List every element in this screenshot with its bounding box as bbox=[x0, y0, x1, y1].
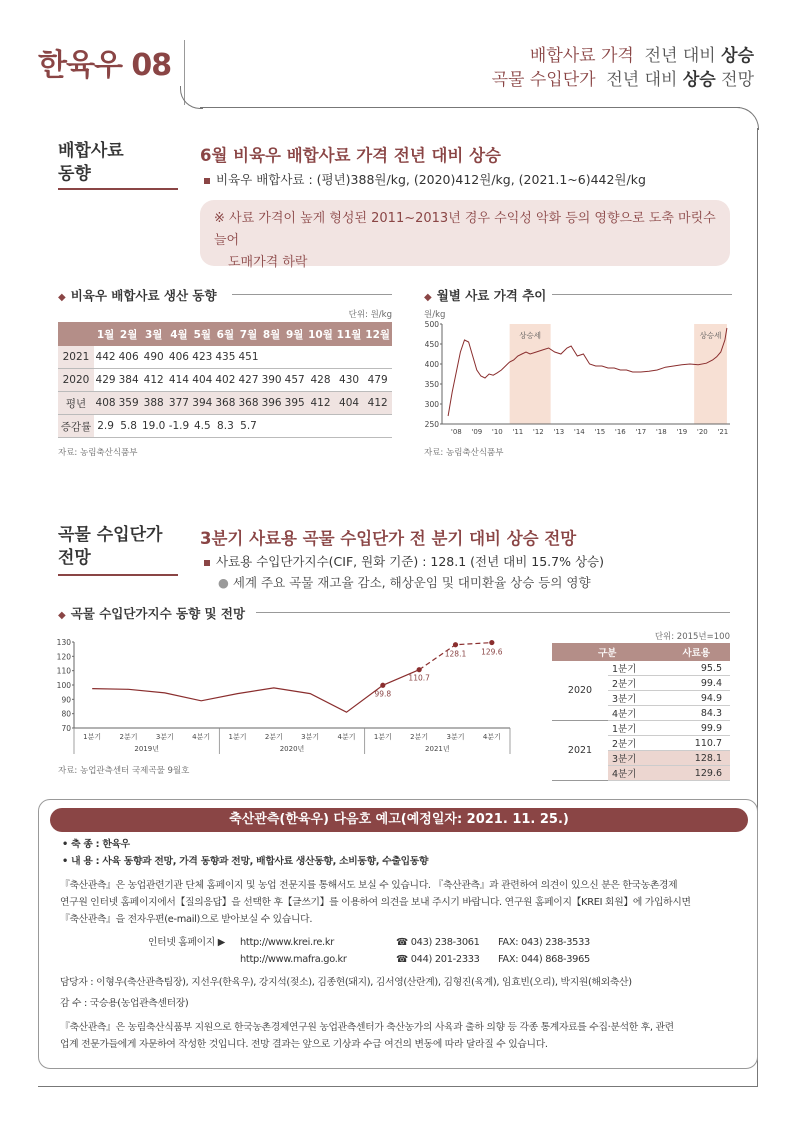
notice-p1-line2: 연구원 인터넷 홈페이지에서【질의응답】을 선택한 후【글쓰기】를 이용하여 의견을 보내 주시기 바랍니다. 연구원 홈페이지【KREI 회원】에 가입하시면 bbox=[60, 897, 691, 908]
x-tick-label: '08 bbox=[450, 428, 462, 436]
grain-sub-bullet bbox=[218, 573, 591, 591]
table-row bbox=[58, 369, 392, 392]
homepage-label: 인터넷 홈페이지 ▶ bbox=[148, 937, 226, 948]
feed-cell: 388 bbox=[140, 392, 167, 415]
feed-cell: 8.3 bbox=[217, 420, 234, 432]
grain-bullet bbox=[204, 552, 604, 570]
feed-label-underline bbox=[58, 188, 178, 190]
x-tick-label: 4분기 bbox=[482, 733, 501, 741]
index-quarter-cell: 1분기 bbox=[608, 721, 662, 736]
feed-table-title-text: 비육우 배합사료 생산 동향 bbox=[70, 288, 217, 303]
feed-cell: 396 bbox=[260, 392, 283, 415]
table-row bbox=[552, 661, 730, 676]
feed-cell: 368 bbox=[214, 392, 237, 415]
index-table-col1: 구분 bbox=[552, 643, 662, 661]
price-line-chart bbox=[422, 316, 734, 442]
square-bullet-icon bbox=[204, 560, 210, 566]
x-tick-label: 3분기 bbox=[301, 733, 320, 741]
table-row bbox=[58, 415, 392, 438]
feed-cell: 394 bbox=[191, 392, 214, 415]
header-summary bbox=[492, 44, 754, 92]
index-point bbox=[453, 642, 458, 647]
index-value-cell: 99.9 bbox=[662, 721, 730, 736]
index-point-label: 99.8 bbox=[374, 689, 392, 699]
page-title: 한육우 08 bbox=[38, 48, 172, 83]
price-series-line bbox=[448, 328, 727, 416]
y-tick-label: 100 bbox=[56, 681, 71, 690]
notice-item-species: • 축 종 : 한육우 bbox=[62, 839, 130, 850]
feed-cell: -1.9 bbox=[168, 420, 190, 432]
x-tick-label: '09 bbox=[471, 428, 483, 436]
x-tick-label: '20 bbox=[696, 428, 708, 436]
index-chart-title-text: 곡물 수입단가지수 동향 및 전망 bbox=[70, 606, 246, 621]
notice-p1-line3: 『축산관측』을 전자우편(e-mail)으로 받아보실 수 있습니다. bbox=[60, 914, 313, 925]
x-tick-label: 2분기 bbox=[410, 733, 429, 741]
index-point bbox=[417, 667, 422, 672]
feed-cell: 404 bbox=[335, 392, 364, 415]
header-line1-emph: 상승 bbox=[721, 46, 754, 66]
feed-col-header: 6월 bbox=[214, 322, 237, 346]
feed-cell bbox=[335, 346, 364, 369]
grain-section-label bbox=[58, 524, 162, 570]
x-tick-label: 1분기 bbox=[83, 733, 102, 741]
notice-staff: 담당자 : 이형우(축산관측팀장), 지선우(한육우), 강지석(젖소), 김종현(돼지), 김서영(산란계), 김형진(육계), 임효빈(오리), 박지원(해외축산) bbox=[60, 977, 632, 988]
index-line-chart bbox=[54, 636, 516, 760]
shaded-region-label: 상승세 bbox=[519, 331, 542, 340]
frame-bottom-line bbox=[38, 1086, 758, 1087]
x-tick-label: 3분기 bbox=[155, 733, 174, 741]
feed-cell: 451 bbox=[238, 351, 259, 363]
feed-cell: 402 bbox=[215, 374, 236, 386]
notice-banner: 축산관측(한육우) 다음호 예고(예정일자: 2021. 11. 25.) bbox=[50, 808, 748, 832]
x-tick-label: 1분기 bbox=[373, 733, 392, 741]
price-chart-title-text: 월별 사료 가격 추이 bbox=[436, 288, 547, 303]
notice-p2-line2: 업계 전문가들에게 자문하여 작성한 것입니다. 전망 결과는 앞으로 기상과 수급 여건의 변동에 따라 달라질 수 있습니다. bbox=[60, 1039, 548, 1050]
notice-paragraph-2 bbox=[60, 1019, 674, 1053]
feed-col-header: 7월 bbox=[237, 322, 260, 346]
frame-top-line bbox=[200, 107, 740, 108]
feed-table-unit: 단위: 원/kg bbox=[348, 310, 392, 320]
grain-label-line2: 전망 bbox=[58, 548, 91, 568]
feed-cell bbox=[306, 415, 335, 438]
feed-cell: 435 bbox=[215, 351, 236, 363]
feed-cell bbox=[260, 415, 283, 438]
price-chart-title-rule bbox=[552, 294, 732, 295]
y-tick-label: 250 bbox=[424, 420, 439, 429]
header-line2-emph: 상승 bbox=[682, 70, 716, 90]
x-tick-label: '10 bbox=[491, 428, 503, 436]
feed-cell: 412 bbox=[143, 374, 164, 386]
index-point bbox=[489, 640, 494, 645]
feed-cell: 442 bbox=[95, 351, 116, 363]
index-quarter-cell: 2분기 bbox=[608, 676, 662, 691]
feed-row-label: 2021 bbox=[58, 346, 94, 369]
feed-cell: 395 bbox=[283, 392, 306, 415]
price-chart-ylabel: 원/kg bbox=[424, 310, 446, 320]
feed-cell: 19.0 bbox=[141, 420, 166, 432]
index-value-cell: 128.1 bbox=[662, 751, 730, 766]
feed-cell: 377 bbox=[167, 392, 191, 415]
index-quarter-cell: 2분기 bbox=[608, 736, 662, 751]
feed-cell: 490 bbox=[143, 351, 164, 363]
header-line1-label: 배합사료 가격 bbox=[529, 46, 634, 66]
index-quarter-cell: 3분기 bbox=[608, 751, 662, 766]
y-tick-label: 350 bbox=[424, 380, 439, 389]
x-tick-label: '12 bbox=[532, 428, 544, 436]
feed-cell: 408 bbox=[94, 392, 117, 415]
feed-cell: 5.7 bbox=[240, 420, 257, 432]
feed-label-line2: 동향 bbox=[58, 164, 91, 184]
feed-col-header: 3월 bbox=[140, 322, 167, 346]
x-group-label: 2020년 bbox=[279, 745, 305, 753]
index-chart-source: 자료: 농업관측센터 국제곡물 9월호 bbox=[58, 766, 190, 776]
y-tick-label: 450 bbox=[424, 340, 439, 349]
index-value-cell: 94.9 bbox=[662, 691, 730, 706]
url-mafra[interactable]: http://www.mafra.go.kr bbox=[240, 954, 347, 965]
index-year-cell: 2020 bbox=[552, 661, 608, 721]
feed-table-corner bbox=[58, 322, 94, 346]
feed-cell: 427 bbox=[238, 374, 259, 386]
x-tick-label: '18 bbox=[655, 428, 667, 436]
table-row bbox=[552, 721, 730, 736]
index-value-cell: 84.3 bbox=[662, 706, 730, 721]
y-tick-label: 90 bbox=[61, 695, 71, 705]
y-tick-label: 400 bbox=[424, 360, 439, 369]
diamond-icon: ◆ bbox=[58, 610, 66, 621]
feed-bullet bbox=[204, 170, 646, 188]
diamond-icon: ◆ bbox=[424, 292, 432, 303]
notice-item-content: • 내 용 : 사육 동향과 전망, 가격 동향과 전망, 배합사료 생산동향, 소비동향, 수출입동향 bbox=[62, 856, 429, 867]
frame-corner-left bbox=[180, 86, 203, 109]
feed-cell: 423 bbox=[192, 351, 213, 363]
x-tick-label: 3분기 bbox=[446, 733, 465, 741]
index-table-header bbox=[552, 643, 730, 661]
shaded-region-label: 상승세 bbox=[699, 331, 722, 340]
x-tick-label: 4분기 bbox=[192, 733, 211, 741]
table-row bbox=[58, 392, 392, 415]
feed-table bbox=[58, 322, 392, 438]
x-group-label: 2019년 bbox=[134, 745, 159, 753]
feed-cell bbox=[306, 346, 335, 369]
feed-cell: 2.9 bbox=[97, 420, 114, 432]
grain-label-underline bbox=[58, 574, 178, 576]
index-table-col2: 사료용 bbox=[662, 643, 730, 661]
feed-table-title bbox=[58, 286, 217, 304]
feed-row-label: 평년 bbox=[58, 392, 94, 415]
y-tick-label: 130 bbox=[56, 638, 71, 647]
index-value-cell: 129.6 bbox=[662, 766, 730, 781]
x-tick-label: '15 bbox=[594, 428, 606, 436]
header-line2-tail: 전망 bbox=[721, 70, 754, 90]
feed-cell bbox=[283, 415, 306, 438]
index-value-cell: 99.4 bbox=[662, 676, 730, 691]
y-tick-label: 300 bbox=[424, 400, 439, 409]
y-tick-label: 70 bbox=[61, 724, 71, 733]
fax-krei: FAX: 043) 238-3533 bbox=[498, 937, 590, 948]
feed-cell: 390 bbox=[261, 374, 282, 386]
index-point-label: 129.6 bbox=[481, 647, 503, 657]
x-tick-label: '21 bbox=[717, 428, 729, 436]
grain-sub-bullet-text: 세계 주요 곡물 재고율 감소, 해상운임 및 대미환율 상승 등의 영향 bbox=[232, 575, 591, 590]
feed-heading: 6월 비육우 배합사료 가격 전년 대비 상승 bbox=[200, 146, 501, 165]
feed-note-box bbox=[200, 200, 730, 270]
feed-col-header: 5월 bbox=[191, 322, 214, 346]
feed-cell: 4.5 bbox=[193, 420, 211, 432]
x-tick-label: 2분기 bbox=[264, 733, 283, 741]
feed-cell: 479 bbox=[367, 374, 388, 386]
feed-note-line1: ※ 사료 가격이 높게 형성된 2011~2013년 경우 수익성 악화 등의 영향으로 도축 마릿수 늘어 bbox=[214, 211, 716, 248]
index-point-label: 128.1 bbox=[444, 649, 467, 659]
feed-cell: 412 bbox=[306, 392, 335, 415]
feed-cell: 406 bbox=[168, 351, 189, 363]
feed-cell: 412 bbox=[363, 392, 392, 415]
x-tick-label: 2분기 bbox=[119, 733, 138, 741]
feed-cell: 430 bbox=[339, 374, 360, 386]
index-point bbox=[380, 683, 385, 688]
feed-cell: 414 bbox=[168, 374, 189, 386]
feed-col-header: 4월 bbox=[167, 322, 191, 346]
feed-cell bbox=[363, 415, 392, 438]
feed-table-title-rule bbox=[232, 294, 392, 295]
index-table-unit: 단위: 2015년=100 bbox=[654, 632, 730, 642]
x-tick-label: '14 bbox=[573, 428, 585, 436]
x-tick-label: '17 bbox=[635, 428, 647, 436]
dot-bullet-icon: ● bbox=[218, 575, 229, 590]
x-group-label: 2021년 bbox=[425, 745, 450, 753]
header-line1-text: 전년 대비 bbox=[644, 46, 716, 66]
feed-row-label: 증감률 bbox=[58, 415, 94, 438]
url-krei[interactable]: http://www.krei.re.kr bbox=[240, 937, 334, 948]
notice-paragraph-1 bbox=[60, 877, 691, 928]
feed-bullet-text: 비육우 배합사료 : (평년)388원/kg, (2020)412원/kg, (2021.1~6)442원/kg bbox=[216, 172, 646, 187]
x-tick-label: '13 bbox=[553, 428, 565, 436]
header-line2-text: 전년 대비 bbox=[606, 70, 678, 90]
feed-cell bbox=[363, 346, 392, 369]
feed-cell: 384 bbox=[118, 374, 139, 386]
index-series-line bbox=[92, 670, 419, 713]
frame-corner-right bbox=[736, 107, 759, 130]
index-point-label: 110.7 bbox=[408, 673, 430, 683]
feed-cell: 368 bbox=[237, 392, 260, 415]
diamond-icon: ◆ bbox=[58, 292, 66, 303]
index-value-cell: 95.5 bbox=[662, 661, 730, 676]
grain-bullet-text: 사료용 수입단가지수(CIF, 원화 기준) : 128.1 (전년 대비 15.7% 상승) bbox=[216, 554, 604, 569]
tel-mafra: ☎ 044) 201-2333 bbox=[396, 954, 480, 965]
feed-note-line2: 도매가격 하락 bbox=[228, 255, 308, 270]
x-tick-label: '11 bbox=[512, 428, 524, 436]
index-quarter-cell: 4분기 bbox=[608, 706, 662, 721]
feed-cell: 429 bbox=[95, 374, 116, 386]
feed-label-line1: 배합사료 bbox=[58, 141, 124, 161]
header-line2-label: 곡물 수입단가 bbox=[491, 70, 596, 90]
feed-section-label bbox=[58, 140, 124, 186]
index-value-cell: 110.7 bbox=[662, 736, 730, 751]
price-chart-source: 자료: 농림축산식품부 bbox=[424, 448, 504, 458]
y-tick-label: 120 bbox=[56, 652, 71, 662]
feed-col-header: 11월 bbox=[335, 322, 364, 346]
feed-col-header: 1월 bbox=[94, 322, 117, 346]
tel-krei: ☎ 043) 238-3061 bbox=[396, 937, 480, 948]
fax-mafra: FAX: 044) 868-3965 bbox=[498, 954, 590, 965]
feed-col-header: 9월 bbox=[283, 322, 306, 346]
feed-col-header: 12월 bbox=[363, 322, 392, 346]
index-chart-title bbox=[58, 604, 245, 622]
index-table bbox=[552, 643, 730, 781]
index-chart-title-rule bbox=[256, 612, 730, 613]
price-chart-title bbox=[424, 286, 546, 304]
y-tick-label: 80 bbox=[61, 709, 71, 719]
grain-label-line1: 곡물 수입단가 bbox=[58, 525, 163, 545]
feed-col-header: 10월 bbox=[306, 322, 335, 346]
y-tick-label: 500 bbox=[424, 320, 439, 329]
feed-cell: 359 bbox=[117, 392, 140, 415]
feed-table-header bbox=[58, 322, 392, 346]
feed-cell: 404 bbox=[192, 374, 213, 386]
y-tick-label: 110 bbox=[56, 666, 71, 676]
notice-p2-line1: 『축산관측』은 농림축산식품부 지원으로 한국농촌경제연구원 농업관측센터가 축산농가의 사육과 출하 의향 등 각종 통계자료를 수집·분석한 후, 관련 bbox=[60, 1022, 674, 1033]
feed-table-source: 자료: 농림축산식품부 bbox=[58, 448, 138, 458]
index-quarter-cell: 3분기 bbox=[608, 691, 662, 706]
feed-row-label: 2020 bbox=[58, 369, 94, 392]
feed-col-header: 8월 bbox=[260, 322, 283, 346]
feed-cell: 428 bbox=[310, 374, 331, 386]
feed-cell: 406 bbox=[118, 351, 139, 363]
notice-p1-line1: 『축산관측』은 농업관련기관 단체 홈페이지 및 농업 전문지를 통해서도 보실 수 있습니다. 『축산관측』과 관련하여 의견이 있으신 분은 한국농촌경제 bbox=[60, 880, 678, 891]
feed-cell bbox=[260, 346, 283, 369]
feed-cell bbox=[335, 415, 364, 438]
header-line-2 bbox=[492, 68, 754, 92]
table-row bbox=[58, 346, 392, 369]
feed-col-header: 2월 bbox=[117, 322, 140, 346]
index-quarter-cell: 4분기 bbox=[608, 766, 662, 781]
feed-cell: 457 bbox=[284, 374, 305, 386]
x-tick-label: 1분기 bbox=[228, 733, 247, 741]
square-bullet-icon bbox=[204, 178, 210, 184]
header-line-1 bbox=[492, 44, 754, 68]
grain-heading: 3분기 사료용 곡물 수입단가 전 분기 대비 상승 전망 bbox=[200, 529, 577, 548]
x-tick-label: '16 bbox=[614, 428, 626, 436]
index-year-cell: 2021 bbox=[552, 721, 608, 781]
x-tick-label: '19 bbox=[676, 428, 688, 436]
x-tick-label: 4분기 bbox=[337, 733, 356, 741]
index-quarter-cell: 1분기 bbox=[608, 661, 662, 676]
feed-cell: 5.8 bbox=[120, 420, 137, 432]
notice-supervisor: 감 수 : 국승용(농업관측센터장) bbox=[60, 998, 189, 1009]
feed-cell bbox=[283, 346, 306, 369]
